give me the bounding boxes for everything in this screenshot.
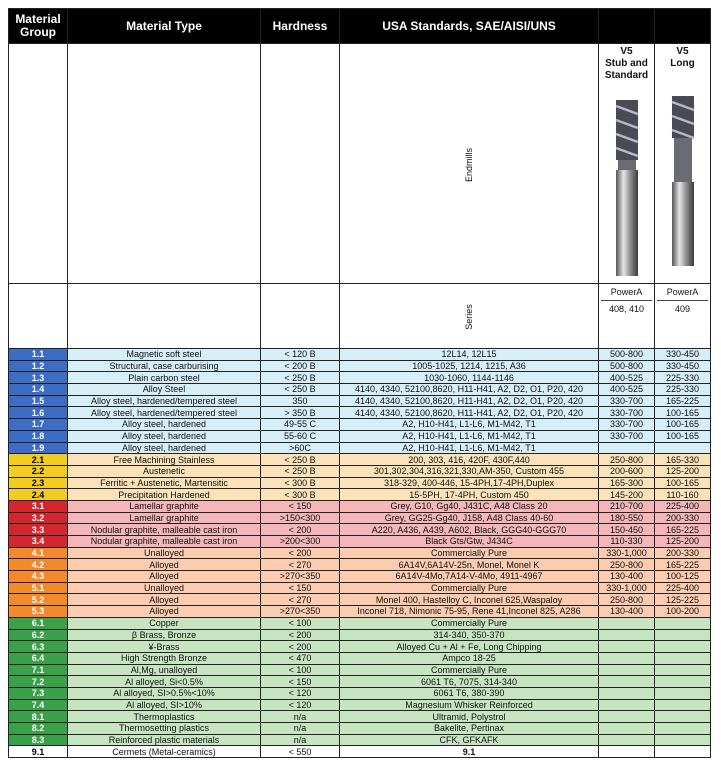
- speed-stub-cell: [599, 734, 655, 746]
- standards-cell: 6A14V-4Mo,7A14-V-4Mo, 4911-4967: [340, 571, 599, 583]
- table-row: [9, 349, 711, 361]
- type-cell: Magnetic soft steel: [68, 349, 261, 361]
- col-material-type: Material Type: [68, 9, 261, 44]
- type-cell: Alloy steel, hardened: [68, 419, 261, 431]
- speed-stub-cell: 110-330: [599, 536, 655, 548]
- hardness-cell: < 270: [261, 559, 340, 571]
- tool-header-stub: [599, 44, 655, 284]
- table-row: [9, 734, 711, 746]
- series-row: [9, 284, 711, 349]
- col-standards: USA Standards, SAE/AISI/UNS: [340, 9, 599, 44]
- speed-stub-cell: 150-450: [599, 524, 655, 536]
- speed-stub-cell: 330-700: [599, 395, 655, 407]
- hardness-cell: < 100: [261, 664, 340, 676]
- standards-cell: Commercially Pure: [340, 547, 599, 559]
- table-row: [9, 652, 711, 664]
- standards-cell: 301,302,304,316,321,330,AM-350, Custom 455: [340, 465, 599, 477]
- speed-long-cell: 100-200: [655, 606, 711, 618]
- standards-cell: Commercially Pure: [340, 664, 599, 676]
- series-stub: [599, 284, 655, 349]
- standards-cell: 15-5PH, 17-4PH, Custom 450: [340, 489, 599, 501]
- standards-cell: Grey, G10, Gg40, J431C, A48 Class 20: [340, 500, 599, 512]
- type-cell: Thermoplastics: [68, 711, 261, 723]
- type-cell: Alloyed: [68, 594, 261, 606]
- speed-long-cell: [655, 746, 711, 758]
- group-cell: 8.1: [9, 711, 68, 723]
- speed-long-cell: 110-160: [655, 489, 711, 501]
- table-row: [9, 629, 711, 641]
- group-cell: 3.4: [9, 536, 68, 548]
- speed-stub-cell: 500-800: [599, 360, 655, 372]
- table-row: [9, 571, 711, 583]
- speed-stub-cell: [599, 676, 655, 688]
- hardness-cell: >150<300: [261, 512, 340, 524]
- group-cell: 5.3: [9, 606, 68, 618]
- speed-stub-cell: [599, 652, 655, 664]
- hardness-cell: < 300 B: [261, 489, 340, 501]
- speed-long-cell: [655, 641, 711, 653]
- group-cell: 5.2: [9, 594, 68, 606]
- group-cell: 3.1: [9, 500, 68, 512]
- speed-long-cell: 125-225: [655, 594, 711, 606]
- type-cell: Alloy steel, hardened: [68, 430, 261, 442]
- standards-cell: Inconel 718, Nimonic 75-95, Rene 41,Inconel 825, A286: [340, 606, 599, 618]
- hardness-cell: >60C: [261, 442, 340, 454]
- type-cell: Ferritic + Austenetic, Martensitic: [68, 477, 261, 489]
- standards-cell: CFK, GFKAFK: [340, 734, 599, 746]
- type-cell: Al alloyed, SI>0.5%<10%: [68, 687, 261, 699]
- standards-cell: 314-340, 350-370: [340, 629, 599, 641]
- group-cell: 2.1: [9, 454, 68, 466]
- col-speed-long: [655, 9, 711, 44]
- group-cell: 1.2: [9, 360, 68, 372]
- type-cell: Free Machining Stainless: [68, 454, 261, 466]
- standards-cell: Bakelite, Pertinax: [340, 723, 599, 735]
- table-row: [9, 582, 711, 594]
- speed-long-cell: 330-450: [655, 349, 711, 361]
- type-cell: Alloyed: [68, 571, 261, 583]
- tool-name-line1: V5: [620, 46, 633, 57]
- group-cell: 4.1: [9, 547, 68, 559]
- type-cell: Cermets (Metal-ceramics): [68, 746, 261, 758]
- hardness-cell: n/a: [261, 734, 340, 746]
- hardness-cell: 49-55 C: [261, 419, 340, 431]
- material-chart: [8, 8, 710, 758]
- brand-label: PowerA: [610, 287, 643, 297]
- speed-stub-cell: 130-400: [599, 571, 655, 583]
- standards-cell: 318-329, 400-446, 15-4PH,17-4PH,Duplex: [340, 477, 599, 489]
- type-cell: High Strength Bronze: [68, 652, 261, 664]
- col-speed-stub: [599, 9, 655, 44]
- type-cell: Lamellar graphite: [68, 512, 261, 524]
- hardness-cell: < 100: [261, 617, 340, 629]
- hardness-cell: < 550: [261, 746, 340, 758]
- tool-name-line2: Long: [670, 58, 695, 69]
- speed-stub-cell: [599, 687, 655, 699]
- group-cell: 2.4: [9, 489, 68, 501]
- group-cell: 1.6: [9, 407, 68, 419]
- speed-long-cell: 165-225: [655, 559, 711, 571]
- hardness-cell: < 470: [261, 652, 340, 664]
- table-row: [9, 512, 711, 524]
- standards-cell: Alloyed Cu + Al + Fe, Long Chipping: [340, 641, 599, 653]
- brand-label: PowerA: [666, 287, 699, 297]
- speed-long-cell: [655, 687, 711, 699]
- speed-long-cell: [655, 664, 711, 676]
- speed-stub-cell: [599, 629, 655, 641]
- speed-stub-cell: [599, 442, 655, 454]
- type-cell: Al,Mg, unalloyed: [68, 664, 261, 676]
- table-row: [9, 465, 711, 477]
- hardness-cell: < 270: [261, 594, 340, 606]
- group-cell: 7.3: [9, 687, 68, 699]
- speed-long-cell: [655, 723, 711, 735]
- speed-stub-cell: [599, 617, 655, 629]
- series-long: [655, 284, 711, 349]
- speed-long-cell: [655, 699, 711, 711]
- group-cell: 6.3: [9, 641, 68, 653]
- group-cell: 3.2: [9, 512, 68, 524]
- type-cell: Alloyed: [68, 606, 261, 618]
- group-cell: 2.3: [9, 477, 68, 489]
- group-cell: 6.4: [9, 652, 68, 664]
- table-row: [9, 384, 711, 396]
- group-cell: 1.5: [9, 395, 68, 407]
- col-hardness: Hardness: [261, 9, 340, 44]
- speed-stub-cell: 180-550: [599, 512, 655, 524]
- standards-cell: Black Gts/Gtw, J434C: [340, 536, 599, 548]
- type-cell: Plain carbon steel: [68, 372, 261, 384]
- standards-cell: Commercially Pure: [340, 582, 599, 594]
- hardness-cell: < 120: [261, 699, 340, 711]
- standards-cell: 4140, 4340, 52100,8620, H11-H41, A2, D2, O1, P20, 420: [340, 407, 599, 419]
- table-row: [9, 687, 711, 699]
- table-row: [9, 559, 711, 571]
- speed-stub-cell: 210-700: [599, 500, 655, 512]
- speed-stub-cell: 330-700: [599, 430, 655, 442]
- table-row: [9, 536, 711, 548]
- table-row: [9, 699, 711, 711]
- hardness-cell: < 200: [261, 641, 340, 653]
- speed-long-cell: 200-330: [655, 547, 711, 559]
- speed-stub-cell: [599, 746, 655, 758]
- speed-long-cell: 165-330: [655, 454, 711, 466]
- speed-long-cell: 165-225: [655, 395, 711, 407]
- group-cell: 7.2: [9, 676, 68, 688]
- blank-cell: [261, 44, 340, 284]
- speed-long-cell: 200-330: [655, 512, 711, 524]
- speed-long-cell: 330-450: [655, 360, 711, 372]
- table-row: [9, 454, 711, 466]
- speed-stub-cell: 330-700: [599, 419, 655, 431]
- speed-stub-cell: 130-400: [599, 606, 655, 618]
- hardness-cell: >270<350: [261, 606, 340, 618]
- group-cell: 2.2: [9, 465, 68, 477]
- hardness-cell: 350: [261, 395, 340, 407]
- col-material-group: Material Group: [9, 9, 68, 44]
- speed-long-cell: 100-165: [655, 477, 711, 489]
- table-row: [9, 430, 711, 442]
- blank-cell: [9, 284, 68, 349]
- speed-stub-cell: 330-1,000: [599, 582, 655, 594]
- table-row: [9, 676, 711, 688]
- speed-long-cell: [655, 734, 711, 746]
- table-row: [9, 641, 711, 653]
- group-cell: 1.8: [9, 430, 68, 442]
- type-cell: Precipitation Hardened: [68, 489, 261, 501]
- group-cell: 5.1: [9, 582, 68, 594]
- speed-stub-cell: 250-800: [599, 454, 655, 466]
- standards-cell: Commercially Pure: [340, 617, 599, 629]
- group-cell: 8.3: [9, 734, 68, 746]
- speed-long-cell: [655, 652, 711, 664]
- speed-stub-cell: 250-800: [599, 594, 655, 606]
- standards-cell: A220, A436, A439, A602, Black, GGG40-GGG70: [340, 524, 599, 536]
- hardness-cell: < 200: [261, 547, 340, 559]
- hardness-cell: < 120: [261, 687, 340, 699]
- group-cell: 7.4: [9, 699, 68, 711]
- hardness-cell: < 120 B: [261, 349, 340, 361]
- tool-name-line2: Stub and: [605, 58, 648, 69]
- group-cell: 3.3: [9, 524, 68, 536]
- group-cell: 1.7: [9, 419, 68, 431]
- group-cell: 6.2: [9, 629, 68, 641]
- group-cell: 6.1: [9, 617, 68, 629]
- speed-long-cell: 225-330: [655, 384, 711, 396]
- standards-cell: Monel 400, Hastelloy C, Inconel 625,Waspaloy: [340, 594, 599, 606]
- series-label-cell: [340, 284, 599, 349]
- standards-cell: 200, 303, 416, 420F, 430F,440: [340, 454, 599, 466]
- speed-long-cell: 225-330: [655, 372, 711, 384]
- speed-long-cell: 225-400: [655, 500, 711, 512]
- table-row: [9, 617, 711, 629]
- speed-stub-cell: [599, 723, 655, 735]
- speed-stub-cell: 400-525: [599, 372, 655, 384]
- type-cell: Alloy steel, hardened/tempered steel: [68, 407, 261, 419]
- endmills-label-cell: [340, 44, 599, 284]
- table-row: [9, 372, 711, 384]
- type-cell: Unalloyed: [68, 547, 261, 559]
- column-header-row: [9, 9, 711, 44]
- speed-stub-cell: 165-300: [599, 477, 655, 489]
- hardness-cell: > 350 B: [261, 407, 340, 419]
- hardness-cell: < 150: [261, 500, 340, 512]
- speed-stub-cell: 400-525: [599, 384, 655, 396]
- speed-long-cell: 100-165: [655, 407, 711, 419]
- hardness-cell: < 150: [261, 582, 340, 594]
- group-cell: 1.4: [9, 384, 68, 396]
- type-cell: Alloy Steel: [68, 384, 261, 396]
- speed-stub-cell: 500-800: [599, 349, 655, 361]
- type-cell: Austenetic: [68, 465, 261, 477]
- hardness-cell: < 200 B: [261, 360, 340, 372]
- hardness-cell: < 250 B: [261, 465, 340, 477]
- blank-cell: [68, 284, 261, 349]
- standards-cell: Ultramid, Polystrol: [340, 711, 599, 723]
- speed-long-cell: 165-225: [655, 524, 711, 536]
- tool-name-line1: V5: [676, 46, 689, 57]
- speed-stub-cell: 200-600: [599, 465, 655, 477]
- speed-stub-cell: [599, 711, 655, 723]
- speed-stub-cell: 330-700: [599, 407, 655, 419]
- standards-cell: 1030-1060, 1144-1146: [340, 372, 599, 384]
- blank-cell: [261, 284, 340, 349]
- type-cell: Nodular graphite, malleable cast iron: [68, 536, 261, 548]
- table-row: [9, 547, 711, 559]
- endmills-label: Endmills: [463, 147, 474, 182]
- group-cell: 1.1: [9, 349, 68, 361]
- hardness-cell: < 250 B: [261, 454, 340, 466]
- group-cell: 8.2: [9, 723, 68, 735]
- table-row: [9, 606, 711, 618]
- speed-stub-cell: 145-200: [599, 489, 655, 501]
- speed-long-cell: [655, 617, 711, 629]
- table-row: [9, 442, 711, 454]
- speed-stub-cell: 250-800: [599, 559, 655, 571]
- type-cell: Thermosetting plastics: [68, 723, 261, 735]
- speed-long-cell: 100-125: [655, 571, 711, 583]
- hardness-cell: < 250 B: [261, 372, 340, 384]
- hardness-cell: < 200: [261, 524, 340, 536]
- table-row: [9, 489, 711, 501]
- blank-cell: [9, 44, 68, 284]
- type-cell: Lamellar graphite: [68, 500, 261, 512]
- group-cell: 7.1: [9, 664, 68, 676]
- standards-cell: A2, H10-H41, L1-L6, M1-M42, T1: [340, 419, 599, 431]
- standards-cell: 9.1: [340, 746, 599, 758]
- hardness-cell: < 200: [261, 629, 340, 641]
- hardness-cell: < 150: [261, 676, 340, 688]
- speed-long-cell: 125-200: [655, 536, 711, 548]
- group-cell: 4.2: [9, 559, 68, 571]
- speed-long-cell: [655, 629, 711, 641]
- type-cell: ¥-Brass: [68, 641, 261, 653]
- type-cell: Alloy steel, hardened: [68, 442, 261, 454]
- hardness-cell: >270<350: [261, 571, 340, 583]
- blank-cell: [68, 44, 261, 284]
- speed-stub-cell: [599, 641, 655, 653]
- chart-table: [8, 8, 711, 758]
- stub-endmill-icon: [607, 92, 647, 282]
- type-cell: Al alloyed, Si<0.5%: [68, 676, 261, 688]
- speed-long-cell: [655, 711, 711, 723]
- table-row: [9, 524, 711, 536]
- table-row: [9, 395, 711, 407]
- type-cell: Copper: [68, 617, 261, 629]
- table-row: [9, 407, 711, 419]
- standards-cell: 6A14V,6A14V-25n, Monel, Monel K: [340, 559, 599, 571]
- speed-stub-cell: [599, 664, 655, 676]
- table-row: [9, 500, 711, 512]
- table-row: [9, 360, 711, 372]
- speed-long-cell: 100-165: [655, 419, 711, 431]
- series-label: Series: [463, 304, 474, 330]
- table-row: [9, 419, 711, 431]
- standards-cell: Ampco 18-25: [340, 652, 599, 664]
- type-cell: Reinforced plastic materials: [68, 734, 261, 746]
- series-numbers: 408, 410: [601, 300, 652, 315]
- speed-long-cell: 125-200: [655, 465, 711, 477]
- type-cell: Unalloyed: [68, 582, 261, 594]
- type-cell: β Brass, Bronze: [68, 629, 261, 641]
- speed-stub-cell: 330-1,000: [599, 547, 655, 559]
- table-row: [9, 664, 711, 676]
- table-row: [9, 711, 711, 723]
- type-cell: Alloyed: [68, 559, 261, 571]
- speed-long-cell: [655, 676, 711, 688]
- hardness-cell: < 250 B: [261, 384, 340, 396]
- group-cell: 1.3: [9, 372, 68, 384]
- table-row: [9, 594, 711, 606]
- speed-long-cell: 100-165: [655, 430, 711, 442]
- hardness-cell: n/a: [261, 711, 340, 723]
- standards-cell: 1005-1025, 1214, 1215, A36: [340, 360, 599, 372]
- standards-cell: 6061 T6, 380-390: [340, 687, 599, 699]
- material-rows: [9, 349, 711, 758]
- group-cell: 4.3: [9, 571, 68, 583]
- standards-cell: 6061 T6, 7075, 314-340: [340, 676, 599, 688]
- standards-cell: A2, H10-H41, L1-L6, M1-M42, T1: [340, 430, 599, 442]
- hardness-cell: < 300 B: [261, 477, 340, 489]
- standards-cell: Magnesium Whisker Reinforced: [340, 699, 599, 711]
- group-cell: 1.9: [9, 442, 68, 454]
- table-row: [9, 723, 711, 735]
- type-cell: Alloy steel, hardened/tempered steel: [68, 395, 261, 407]
- speed-stub-cell: [599, 699, 655, 711]
- type-cell: Nodular graphite, malleable cast iron: [68, 524, 261, 536]
- standards-cell: 4140, 4340, 52100,8620, H11-H41, A2, D2, O1, P20, 420: [340, 395, 599, 407]
- type-cell: Al alloyed, SI>10%: [68, 699, 261, 711]
- standards-cell: 12L14, 12L15: [340, 349, 599, 361]
- speed-long-cell: [655, 442, 711, 454]
- standards-cell: 4140, 4340, 52100,8620, H11-H41, A2, D2, O1, P20, 420: [340, 384, 599, 396]
- table-row: [9, 746, 711, 758]
- group-cell: 9.1: [9, 746, 68, 758]
- speed-long-cell: 225-400: [655, 582, 711, 594]
- tool-name-line3: Standard: [604, 70, 649, 81]
- hardness-cell: n/a: [261, 723, 340, 735]
- tool-image-row: [9, 44, 711, 284]
- series-numbers: 409: [657, 300, 708, 315]
- standards-cell: Grey, GG25-Gg40, J158, A48 Class 40-60: [340, 512, 599, 524]
- hardness-cell: >200<300: [261, 536, 340, 548]
- standards-cell: A2, H10-H41, L1-L6, M1-M42, T1: [340, 442, 599, 454]
- long-endmill-icon: [663, 92, 703, 282]
- type-cell: Structural, case carburising: [68, 360, 261, 372]
- hardness-cell: 55-60 C: [261, 430, 340, 442]
- table-row: [9, 477, 711, 489]
- tool-header-long: [655, 44, 711, 284]
